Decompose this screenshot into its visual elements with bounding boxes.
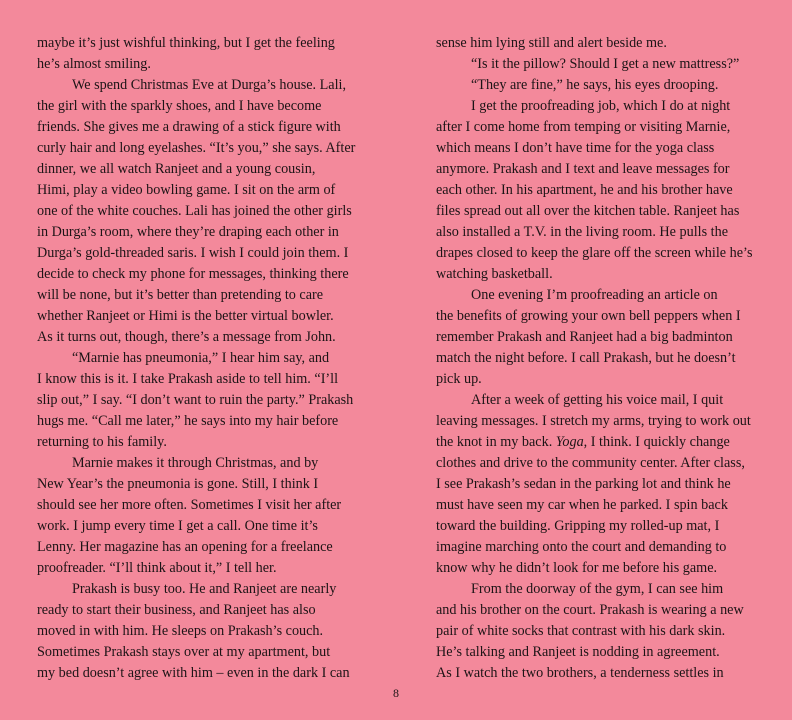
text-line <box>436 159 766 180</box>
text-line <box>37 495 362 516</box>
line-text: After a week of getting his voice mail, I quit <box>471 392 724 408</box>
text-line <box>436 222 766 243</box>
text-line <box>37 138 362 159</box>
line-text: We spend Christmas Eve at Durga’s house. Lali, <box>72 77 347 93</box>
text-line <box>436 579 766 600</box>
text-line <box>37 558 362 579</box>
text-line <box>37 96 362 117</box>
line-text: in Durga’s room, where they’re draping each other in <box>37 224 339 240</box>
line-text: dinner, we all watch Ranjeet and a young cousin, <box>37 161 316 177</box>
text-line <box>436 663 766 684</box>
line-text: each other. In his apartment, he and his brother have <box>436 182 733 198</box>
line-text: work. I jump every time I get a call. One time it’s <box>37 518 318 534</box>
line-text: As it turns out, though, there’s a message from John. <box>37 329 336 345</box>
line-text: remember Prakash and Ranjeet had a big badminton <box>436 329 733 345</box>
left-text-column <box>37 33 362 684</box>
line-text: ready to start their business, and Ranjeet has also <box>37 602 316 618</box>
line-text: match the night before. I call Prakash, but he doesn’t <box>436 350 736 366</box>
text-line <box>37 75 362 96</box>
text-line <box>37 54 362 75</box>
text-line <box>436 432 766 453</box>
text-line <box>436 243 766 264</box>
line-text: As I watch the two brothers, a tenderness settles in <box>436 665 724 681</box>
text-line <box>436 33 766 54</box>
line-text: Durga’s gold-threaded saris. I wish I could join them. I <box>37 245 349 261</box>
line-text: sense him lying still and alert beside me. <box>436 35 667 51</box>
line-text: my bed doesn’t agree with him – even in the dark I can <box>37 665 350 681</box>
text-line <box>436 537 766 558</box>
text-line <box>37 600 362 621</box>
text-line <box>37 348 362 369</box>
line-text: Marnie makes it through Christmas, and by <box>72 455 319 471</box>
text-line <box>436 327 766 348</box>
text-line <box>37 285 362 306</box>
line-text: “Is it the pillow? Should I get a new mattress?” <box>471 56 740 72</box>
line-text: pair of white socks that contrast with his dark skin. <box>436 623 726 639</box>
line-text: toward the building. Gripping my rolled-up mat, I <box>436 518 720 534</box>
text-line <box>436 285 766 306</box>
text-line <box>436 390 766 411</box>
text-line <box>37 243 362 264</box>
text-line <box>436 306 766 327</box>
text-line <box>37 516 362 537</box>
line-text: clothes and drive to the community center. After class, <box>436 455 745 471</box>
line-text: “They are fine,” he says, his eyes drooping. <box>471 77 719 93</box>
line-text: which means I don’t have time for the yoga class <box>436 140 715 156</box>
line-text: I know this is it. I take Prakash aside to tell him. “I’ll <box>37 371 339 387</box>
italic-word: Yoga <box>555 434 584 450</box>
text-line <box>436 369 766 390</box>
line-text: the girl with the sparkly shoes, and I have become <box>37 98 322 114</box>
text-line <box>436 474 766 495</box>
text-line <box>37 180 362 201</box>
line-text: after I come home from temping or visiting Marnie, <box>436 119 731 135</box>
line-text: one of the white couches. Lali has joined the other girls <box>37 203 352 219</box>
page-number: 8 <box>393 686 399 700</box>
line-text: should see her more often. Sometimes I visit her after <box>37 497 342 513</box>
text-line <box>37 663 362 684</box>
line-text: imagine marching onto the court and demanding to <box>436 539 727 555</box>
text-line <box>37 201 362 222</box>
text-line <box>37 264 362 285</box>
text-line <box>436 453 766 474</box>
text-line <box>37 621 362 642</box>
line-text: I get the proofreading job, which I do at night <box>471 98 731 114</box>
line-text: returning to his family. <box>37 434 167 450</box>
text-line <box>436 348 766 369</box>
text-line <box>436 621 766 642</box>
text-line <box>436 558 766 579</box>
line-text: Sometimes Prakash stays over at my apartment, but <box>37 644 331 660</box>
line-text: the knot in my back. <box>436 434 556 450</box>
text-line <box>436 96 766 117</box>
text-line <box>37 642 362 663</box>
text-line <box>37 474 362 495</box>
line-text: friends. She gives me a drawing of a stick figure with <box>37 119 341 135</box>
line-text: he’s almost smiling. <box>37 56 151 72</box>
text-line <box>436 264 766 285</box>
text-line <box>37 411 362 432</box>
text-line <box>436 54 766 75</box>
line-text: Lenny. Her magazine has an opening for a freelance <box>37 539 333 555</box>
line-text: curly hair and long eyelashes. “It’s you,” she says. After <box>37 140 356 156</box>
line-text: drapes closed to keep the glare off the screen while he’s <box>436 245 753 261</box>
line-text: He’s talking and Ranjeet is nodding in agreement. <box>436 644 720 660</box>
line-text: leaving messages. I stretch my arms, trying to work out <box>436 413 751 429</box>
text-line <box>37 453 362 474</box>
line-text: From the doorway of the gym, I can see him <box>471 581 724 597</box>
text-line <box>436 201 766 222</box>
text-line <box>436 411 766 432</box>
line-text: watching basketball. <box>436 266 553 282</box>
line-text: slip out,” I say. “I don’t want to ruin the party.” Prakash <box>37 392 354 408</box>
text-line <box>436 75 766 96</box>
line-text: “Marnie has pneumonia,” I hear him say, and <box>72 350 330 366</box>
text-line <box>37 159 362 180</box>
line-text: know why he didn’t look for me before his game. <box>436 560 718 576</box>
text-line <box>37 369 362 390</box>
line-text: moved in with him. He sleeps on Prakash’s couch. <box>37 623 324 639</box>
line-text: I see Prakash’s sedan in the parking lot and think he <box>436 476 731 492</box>
text-line <box>436 642 766 663</box>
line-text: decide to check my phone for messages, thinking there <box>37 266 349 282</box>
text-line <box>436 180 766 201</box>
line-text: must have seen my car when he parked. I spin back <box>436 497 728 513</box>
text-line <box>37 390 362 411</box>
text-line <box>37 222 362 243</box>
line-text: will be none, but it’s better than pretending to care <box>37 287 324 303</box>
line-text: whether Ranjeet or Himi is the better virtual bowler. <box>37 308 334 324</box>
text-line <box>436 516 766 537</box>
text-line <box>37 33 362 54</box>
line-text: the benefits of growing your own bell peppers when I <box>436 308 741 324</box>
text-line <box>436 495 766 516</box>
line-text: New Year’s the pneumonia is gone. Still, I think I <box>37 476 319 492</box>
line-text: files spread out all over the kitchen table. Ranjeet has <box>436 203 740 219</box>
line-text: and his brother on the court. Prakash is wearing a new <box>436 602 744 618</box>
text-line <box>436 117 766 138</box>
text-line <box>436 138 766 159</box>
line-text: pick up. <box>436 371 482 387</box>
text-line <box>37 579 362 600</box>
text-line <box>436 600 766 621</box>
line-text: Himi, play a video bowling game. I sit on the arm of <box>37 182 336 198</box>
line-text: also installed a T.V. in the living room. He pulls the <box>436 224 728 240</box>
text-line <box>37 306 362 327</box>
text-line <box>37 327 362 348</box>
line-text-continued: , I think. I quickly change <box>583 434 730 450</box>
line-text: One evening I’m proofreading an article on <box>471 287 718 303</box>
line-text: anymore. Prakash and I text and leave messages for <box>436 161 730 177</box>
text-line <box>37 117 362 138</box>
line-text: hugs me. “Call me later,” he says into my hair before <box>37 413 339 429</box>
text-line <box>37 432 362 453</box>
text-line <box>37 537 362 558</box>
line-text: proofreader. “I’ll think about it,” I tell her. <box>37 560 277 576</box>
line-text: Prakash is busy too. He and Ranjeet are nearly <box>72 581 337 597</box>
right-text-column <box>436 33 766 684</box>
line-text: maybe it’s just wishful thinking, but I get the feeling <box>37 35 335 51</box>
